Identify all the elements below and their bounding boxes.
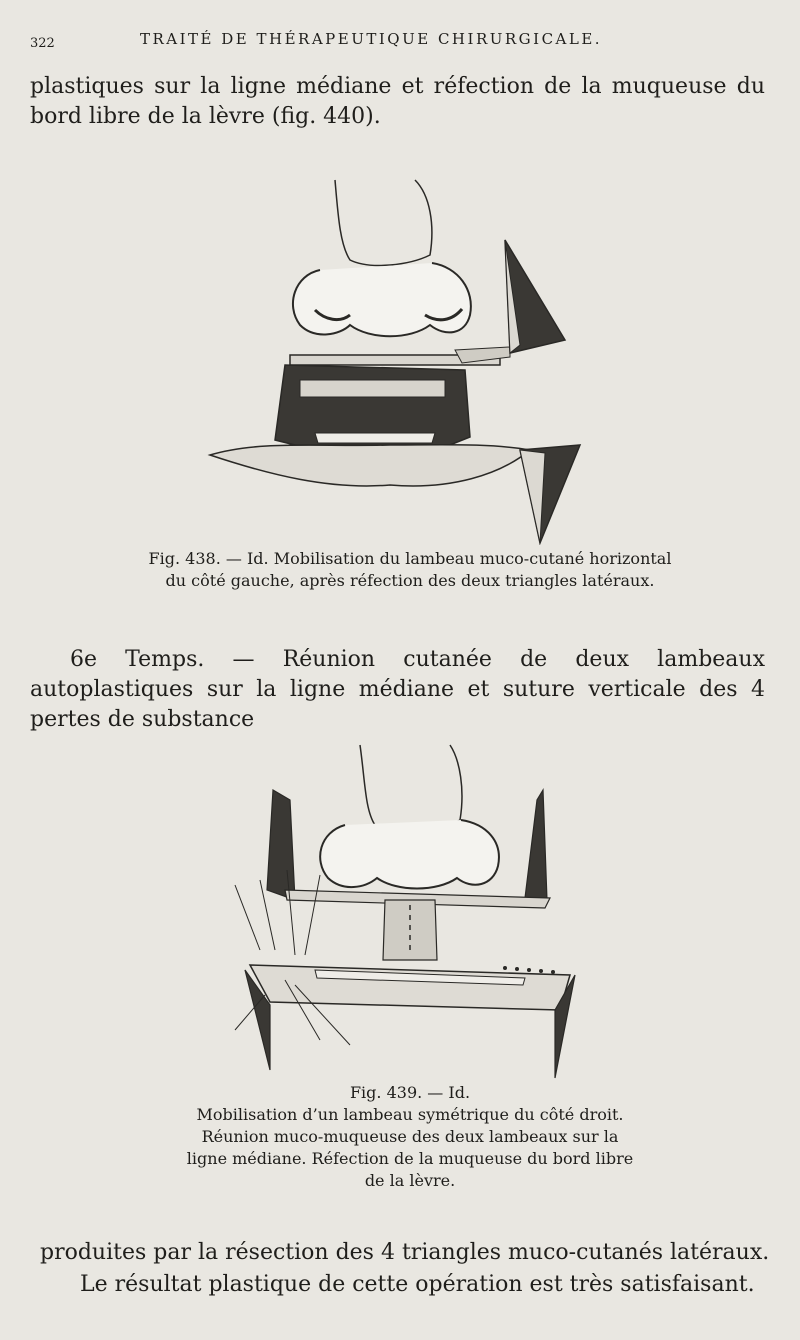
running-title: TRAITÉ DE THÉRAPEUTIQUE CHIRURGICALE. (140, 30, 603, 48)
figure-439-caption-line2: Réunion muco-muqueuse des deux lambeaux sur la (201, 1127, 619, 1146)
figure-439-caption (160, 1082, 660, 1192)
figure-439-caption-line1: Mobilisation d’un lambeau symétrique du côté droit. (196, 1105, 624, 1124)
figure-438-illustration (200, 175, 590, 545)
page-number: 322 (30, 36, 55, 51)
paragraph-3-line1: produites par la résection des 4 triangles muco-cutanés latéraux. (40, 1240, 770, 1265)
page-header (30, 28, 770, 54)
figure-438-caption-line1: Fig. 438. — Id. Mobilisation du lambeau muco-cutané horizontal (148, 549, 672, 568)
figure-439-caption-title: Fig. 439. — Id. (349, 1083, 471, 1102)
paragraph-1: plastiques sur la ligne médiane et réfection de la muqueuse du bord libre de la lèvre (fig. 440). (30, 74, 765, 129)
figure-439-caption-line4: de la lèvre. (364, 1171, 456, 1190)
figure-439-caption-line3: ligne médiane. Réfection de la muqueuse du bord libre (186, 1149, 634, 1168)
figure-438-caption-line2: du côté gauche, après réfection des deux triangles latéraux. (165, 571, 655, 590)
figure-439-illustration (225, 740, 590, 1085)
paragraph-3-line2: Le résultat plastique de cette opération est très satisfaisant. (80, 1272, 755, 1297)
paragraph-2: 6e Temps. — Réunion cutanée de deux lambeaux autoplastiques sur la ligne médiane et suture verticale des 4 pertes de substance (30, 647, 765, 732)
figure-438-caption (60, 548, 760, 592)
